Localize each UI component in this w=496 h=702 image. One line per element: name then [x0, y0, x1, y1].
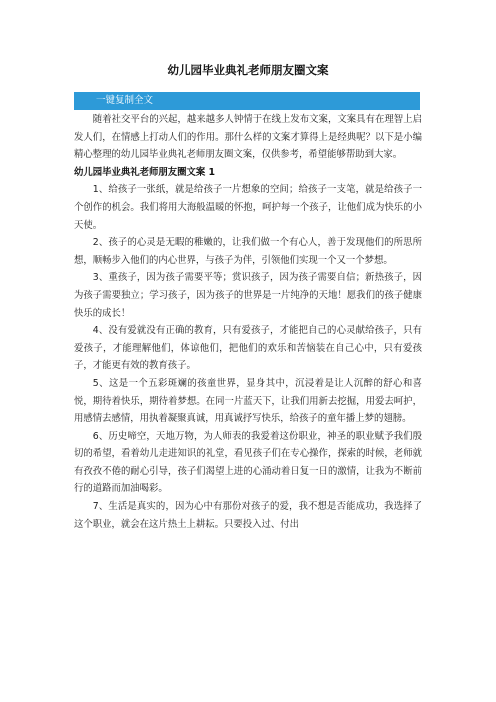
body-paragraph: 4、没有爱就没有正确的教育，只有爱孩子，才能把自己的心灵献给孩子，只有爱孩子，才能理解他们，体谅他们，把他们的欢乐和苦恼装在自己心中，只有爱孩子，才能更有效的教育孩子。: [74, 325, 422, 372]
document-title: 幼儿园毕业典礼老师朋友圈文案: [167, 63, 329, 77]
body-paragraph: 5、这是一个五彩斑斓的孩童世界，显身其中，沉浸着是让人沉醉的舒心和喜悦，期待着快乐，期待着梦想。在同一片蓝天下，让我们用新去挖掘，用爱去呵护，用感情去感情，用执着凝聚真诚，用真诚抒写快乐，给孩子的童年播上梦的翅膀。: [74, 377, 422, 425]
body-paragraph: 6、历史啼空，天地万物，为人师表的我爱着这份职业，神圣的职业赋予我们殷切的希望，看着幼儿走进知识的礼堂，看见孩子们在专心操作，探索的时候，老师就有孜孜不倦的耐心引导，孩子们渴望上进的心涌动着日复一日的激情，让我为不断前行的道路而加油喝彩。: [74, 430, 422, 495]
body-paragraph: 2、孩子的心灵是无暇的稚嫩的，让我们做一个有心人，善于发现他们的所思所想，顺畅步入他们的内心世界，与孩子为伴，引领他们实现一个又一个梦想。: [74, 237, 422, 266]
section-heading: 幼儿园毕业典礼老师朋友圈文案 1: [74, 166, 216, 178]
intro-paragraph: 随着社交平台的兴起，越来越多人钟情于在线上发布文案，文案具有在理智上启发人们，在情感上打动人们的作用。那什么样的文案才算得上是经典呢？以下是小编精心整理的幼儿园毕业典礼老师朋友圈文案，仅供参考，希望能够帮助到大家。: [74, 114, 422, 161]
body-paragraph: 3、重孩子，因为孩子需要平等；赏识孩子，因为孩子需要自信；新热孩子，因为孩子需要独立；学习孩子，因为孩子的世界是一片纯净的天地！愿我们的孩子健康快乐的成长！: [74, 272, 422, 319]
body-paragraph: 7、生活是真实的，因为心中有那份对孩子的爱，我不想是否能成功，我选择了这个职业，就会在这片热土上耕耘。只要投入过、付出: [74, 501, 422, 530]
body-paragraph: 1、给孩子一张纸，就是给孩子一片想象的空间；给孩子一支笔，就是给孩子一个创作的机会。我们将用大海般温暖的怀抱，呵护每一个孩子，让他们成为快乐的小天使。: [74, 184, 422, 231]
copy-full-text-button[interactable]: 一键复制全文: [74, 92, 420, 110]
document-body: [74, 111, 422, 533]
